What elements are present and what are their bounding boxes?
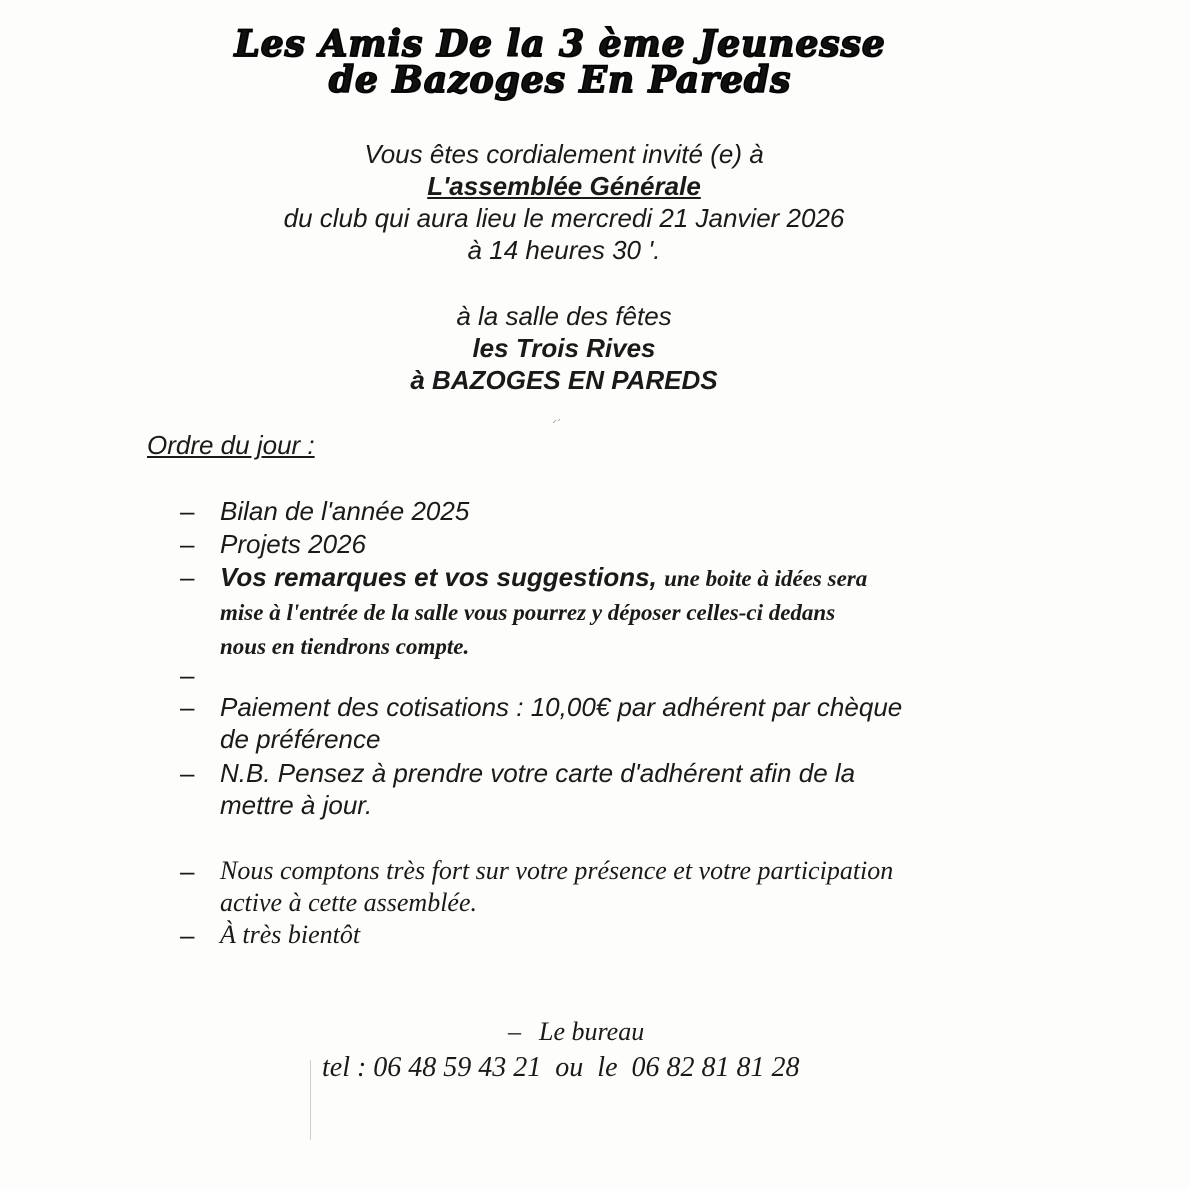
suggestions-note-2: mise à l'entrée de la salle vous pourrez y déposer celles-ci dedans (220, 600, 836, 625)
venue-hall: les Trois Rives (472, 333, 656, 363)
venue-block (164, 300, 964, 396)
signoff-text: Le bureau (539, 1017, 645, 1046)
nb-line-1: N.B. Pensez à prendre votre carte d'adhérent afin de la (220, 758, 856, 788)
dash-bullet: – (180, 758, 195, 788)
dash-bullet: – (180, 496, 195, 526)
payment-line-2: de préférence (220, 724, 381, 754)
dash-bullet: – (508, 1017, 521, 1046)
scan-margin-line (310, 1060, 311, 1140)
agenda-item-text (220, 757, 1000, 821)
agenda-item (180, 757, 1000, 821)
invitation-line: Vous êtes cordialement invité (e) à (364, 139, 764, 169)
phone-numbers: tel : 06 48 59 43 21 ou le 06 82 81 81 28 (322, 1052, 800, 1083)
agenda-item (180, 528, 1000, 560)
agenda-item-text: Bilan de l'année 2025 (220, 496, 470, 526)
event-name: L'assemblée Générale (427, 171, 701, 201)
closing-line-1: Nous comptons très fort sur votre présence et votre participation (220, 856, 894, 885)
agenda-item-text (220, 855, 1000, 919)
date-line: du club qui aura lieu le mercredi 21 Janvier 2026 (283, 203, 845, 233)
dash-bullet: – (180, 920, 195, 950)
agenda-item (180, 495, 1000, 527)
dash-bullet: – (180, 529, 195, 559)
agenda-item (180, 561, 1000, 663)
invitation-block (164, 138, 964, 266)
dash-bullet: – (180, 562, 195, 592)
payment-line-1: Paiement des cotisations : 10,00€ par adhérent par chèque (220, 692, 903, 722)
closing-line-2: active à cette assemblée. (220, 888, 477, 917)
title-line-1: Les Amis De la 3 ème Jeunesse (234, 23, 886, 65)
suggestions-note: une boite à idées sera (664, 566, 868, 591)
agenda-item (180, 919, 1000, 951)
dash-bullet: – (180, 692, 195, 722)
suggestions-note-3: nous en tiendrons compte. (220, 634, 470, 659)
venue-line: à la salle des fêtes (456, 301, 672, 331)
agenda-item-text: Projets 2026 (220, 529, 366, 559)
dash-bullet: – (180, 660, 195, 690)
agenda-item (180, 855, 1000, 919)
suggestions-bold: Vos remarques et vos suggestions, (220, 562, 657, 592)
agenda-item (180, 691, 1000, 755)
dash-bullet: – (180, 856, 195, 886)
agenda-item-text: À très bientôt (220, 920, 361, 949)
agenda-item-text (220, 561, 1000, 663)
scan-speck (552, 418, 562, 424)
signoff (508, 1017, 644, 1047)
venue-town: à BAZOGES EN PAREDS (410, 365, 718, 395)
title-line-2: de Bazoges En Pareds (328, 59, 792, 101)
time-line: à 14 heures 30 '. (467, 235, 661, 265)
nb-line-2: mettre à jour. (220, 790, 373, 820)
agenda-title: Ordre du jour : (147, 430, 315, 460)
agenda-item-text (220, 691, 1000, 755)
